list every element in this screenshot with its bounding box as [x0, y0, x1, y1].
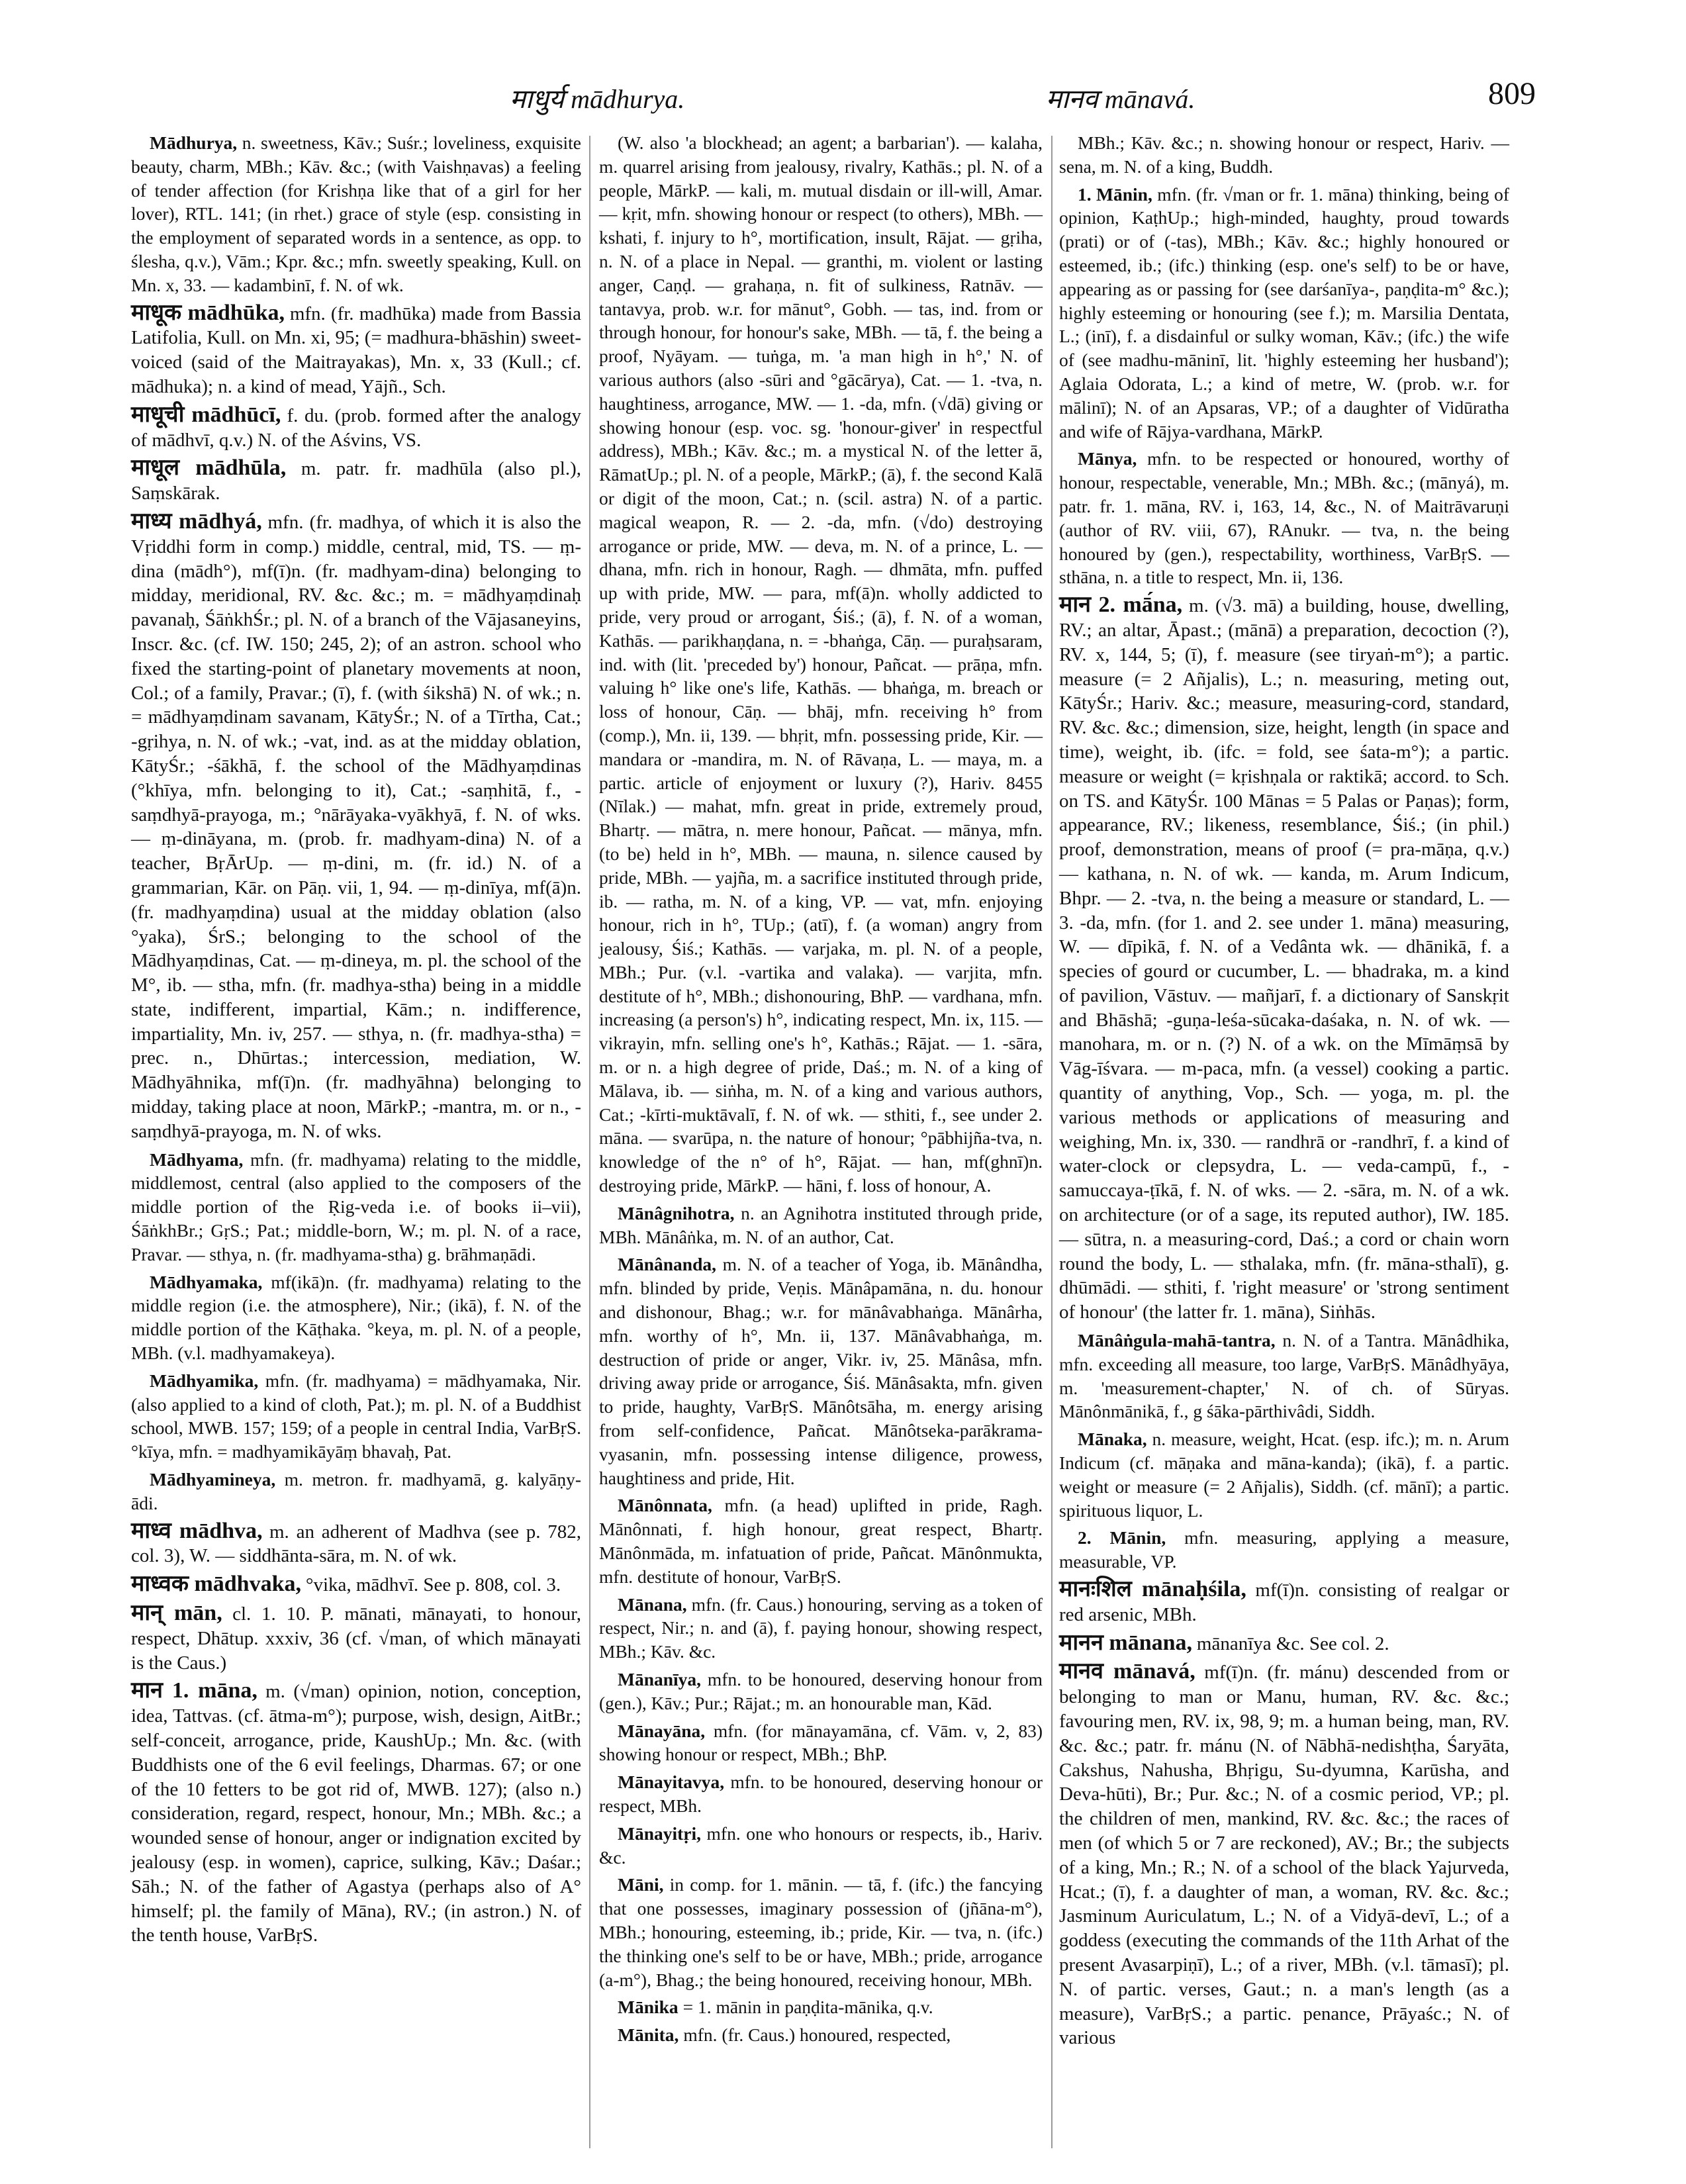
dictionary-entry	[599, 1995, 1043, 2019]
entry-definition: °vika, mādhvī. See p. 808, col. 3.	[305, 1574, 561, 1596]
dictionary-entry	[131, 1270, 581, 1365]
entry-headword: Mānânanda,	[618, 1254, 717, 1275]
dictionary-entry	[1059, 1578, 1509, 1627]
entry-headword: मान् mān,	[131, 1601, 222, 1626]
entry-headword: माध्व mādhva,	[131, 1518, 263, 1543]
entry-definition: m. N. of a teacher of Yoga, ib. Mānândha, mfn. blinded by pride, Veṇis. Mānâpamāna, n. du. honour and dishonour, Bhag.; w.r. for mānâvabhaṅga. Mānârha, mfn. worthy of h°, Mn. ii, 137. Mānâvabhaṅga, m. destruction of pride or anger, Vikr. iv, 25. Mānâsa, mfn. driving away pride or arrogance, Śiś. Mānâsakta, mfn. given to pride, haughty, VarBṛS. Mānôtsāha, m. energy arising from self-confidence, Pañcat. Mānôtseka-parākrama-vyasanin, mfn. possessing intense diligence, prowess, haughtiness and pride, Hit.	[599, 1254, 1043, 1488]
entry-headword: Mānya,	[1078, 448, 1137, 469]
entry-headword: मान 1. māna,	[131, 1678, 258, 1703]
dictionary-entry	[1059, 183, 1509, 444]
entry-definition: in comp. for 1. mānin. — tā, f. (ifc.) the fancying that one possesses, imaginary possession of (jñāna-m°), MBh.; honouring, esteeming, ib.; pride, Kir. — tva, n. (ifc.) the thinking one's self to be or have, MBh.; pride, arrogance (a-m°), Bhag.; the being honoured, receiving honour, MBh.	[599, 1874, 1043, 1990]
entry-headword: Mānanīya,	[618, 1669, 702, 1689]
dictionary-entry	[1059, 1660, 1509, 2050]
dictionary-entry	[599, 1719, 1043, 1767]
entry-headword: Mānaka,	[1078, 1429, 1147, 1450]
dictionary-entry	[131, 131, 581, 297]
entry-headword: Māni,	[618, 1874, 664, 1895]
entry-definition: cl. 1. 10. P. mānati, mānayati, to honour, respect, Dhātup. xxxiv, 36 (cf. √man, of which mānayati is the Caus.)	[131, 1603, 581, 1674]
dictionary-entry	[599, 1873, 1043, 1991]
entry-headword: Mānâṅgula-mahā-tantra,	[1078, 1330, 1276, 1351]
entry-headword: Mānika	[618, 1997, 679, 2018]
entry-headword: Mānônnata,	[618, 1495, 712, 1516]
entry-definition: mf(ikā)n. (fr. madhyama) relating to the middle region (i.e. the atmosphere), Nir.; (ikā), f. N. of the middle portion of the Kāṭhaka. °keya, m. pl. N. of a people, MBh. (v.l. madhyamakeya).	[131, 1271, 582, 1364]
dictionary-entry	[599, 1253, 1043, 1490]
entry-headword: Mānâgnihotra,	[618, 1202, 735, 1223]
entry-definition: n. measure, weight, Hcat. (esp. ifc.); m. n. Arum Indicum (cf. māṇaka and māna-kanda); (ikā), f. a partic. weight or measure (= 2 Añjalis), Siddh. (cf. mānī); a partic. spirituous liquor, L.	[1059, 1429, 1510, 1521]
dictionary-entry	[1059, 1526, 1509, 1574]
dictionary-entry	[599, 2023, 1043, 2047]
entry-headword: Mānayāna,	[618, 1720, 706, 1741]
dictionary-entry	[131, 510, 581, 1144]
entry-headword: 1. Mānin,	[1078, 183, 1152, 205]
entry-headword: मानःशिल mānaḥśila,	[1059, 1577, 1246, 1602]
dictionary-entry	[131, 1601, 581, 1675]
dictionary-entry	[1059, 593, 1509, 1325]
column-divider-right	[1051, 136, 1053, 2148]
entry-headword: Mānayitavya,	[618, 1772, 725, 1793]
entry-headword: Mādhyama,	[150, 1149, 244, 1170]
entry-definition: m. patr. fr. madhūla (also pl.), Saṃskārak.	[131, 458, 581, 504]
dictionary-column-2	[599, 131, 1043, 2051]
entry-definition: MBh.; Kāv. &c.; n. showing honour or respect, Hariv. — sena, m. N. of a king, Buddh.	[1059, 132, 1509, 177]
entry-headword: 2. Mānin,	[1078, 1527, 1166, 1548]
entry-headword: माध्वक mādhvaka,	[131, 1572, 301, 1597]
entry-definition: mfn. (for mānayamāna, cf. Vām. v, 2, 83) showing honour or respect, MBh.; BhP.	[599, 1720, 1043, 1765]
entry-definition: mfn. (fr. madhyama) = mādhyamaka, Nir. (also applied to a kind of cloth, Pat.); m. pl. N. of a Buddhist school, MWB. 157; 159; of a people in central India, VarBṛS. °kīya, mfn. = madhyamikāyāṃ bhavaḥ, Pat.	[131, 1370, 581, 1462]
entry-headword: माधूक mādhūka,	[131, 300, 285, 325]
dictionary-entry	[131, 456, 581, 506]
entry-headword: Mādhyamika,	[150, 1370, 259, 1391]
entry-definition: mfn. to be honoured, deserving honour or respect, MBh.	[599, 1772, 1043, 1816]
running-head-left: माधुर्य mādhurya.	[510, 84, 685, 114]
entry-definition: = 1. mānin in paṇḍita-mānika, q.v.	[682, 1997, 933, 2018]
dictionary-entry	[1059, 131, 1509, 179]
entry-headword: मानन mānana,	[1059, 1630, 1193, 1655]
page-number: 809	[1488, 76, 1536, 111]
dictionary-column-1	[131, 131, 581, 1952]
dictionary-entry	[131, 1468, 581, 1515]
dictionary-entry	[1059, 1631, 1509, 1656]
dictionary-entry	[599, 1822, 1043, 1870]
dictionary-entry	[131, 1572, 581, 1597]
dictionary-entry	[1059, 447, 1509, 589]
entry-definition: m. (√man) opinion, notion, conception, idea, Tattvas. (cf. ātma-m°); purpose, wish, design, AitBr.; self-conceit, arrogance, pride, KaushUp.; Mn. &c. (with Buddhists one of the 6 evil feelings, Dharmas. 67; or one of the 10 fetters to be got rid of, MWB. 127); (also n.) consideration, regard, respect, honour, Mn.; MBh. &c.; a wounded sense of honour, anger or indignation excited by jealousy (esp. in women), caprice, sulking, Kāv.; Daśar.; Sāh.; N. of the father of Agastya (perhaps also of A° himself; pl. the family of Māna), RV.; (in astron.) N. of the tenth house, VarBṛS.	[131, 1681, 581, 1946]
entry-headword: मानव mānavá,	[1059, 1659, 1195, 1684]
dictionary-entry	[131, 1679, 581, 1948]
running-head-center: मानव mānavá.	[1046, 84, 1195, 114]
dictionary-entry	[599, 1202, 1043, 1249]
dictionary-entry	[599, 1668, 1043, 1715]
entry-definition: mānanīya &c. See col. 2.	[1196, 1633, 1389, 1654]
dictionary-entry	[599, 131, 1043, 1198]
entry-headword: माधूल mādhūla,	[131, 455, 287, 481]
entry-headword: Mādhurya,	[150, 132, 238, 153]
entry-definition: n. an Agnihotra instituted through pride, MBh. Mānâṅka, m. N. of an author, Cat.	[599, 1202, 1043, 1247]
dictionary-entry	[1059, 1427, 1509, 1522]
entry-definition: mfn. (fr. Caus.) honouring, serving as a token of respect, Nir.; n. and (ā), f. paying honour, showing respect, MBh.; Kāv. &c.	[599, 1593, 1043, 1662]
dictionary-entry	[131, 1519, 581, 1569]
entry-definition: (W. also 'a blockhead; an agent; a barbarian'). — kalaha, m. quarrel arising from jealousy, rivalry, Kathās.; pl. N. of a people, MārkP. — kali, m. mutual disdain or ill-will, Amar. — kṛit, mfn. showing honour or respect (to others), MBh. — kshati, f. injury to h°, mortification, insult, Rājat. — gṛiha, n. N. of a place in Nepal. — granthi, m. violent or lasting anger, Caṇḍ. — grahaṇa, n. fit of sulkiness, Ratnāv. — tantavya, prob. w.r. for mānut°, Gobh. — tas, ind. from or through honour, for honour's sake, MBh. — tā, f. the being a proof, Nyāyam. — tuṅga, m. 'a man high in h°,' N. of various authors (also -sūri and °gācārya), Cat. — 1. -tva, n. haughtiness, arrogance, MW. — 1. -da, mfn. (√dā) giving or showing honour (esp. voc. sg. 'honour-giver' in respectful address), MBh.; Kāv. &c.; m. a mystical N. of the letter ā, RāmatUp.; pl. N. of a people, MārkP.; (ā), f. the second Kalā or digit of the moon, Cat.; n. (scil. astra) N. of a partic. magical weapon, R. — 2. -da, mfn. (√do) destroying arrogance or pride, MW. — deva, m. N. of a prince, L. — dhana, mfn. rich in honour, Ragh. — dhmāta, mfn. puffed up with pride, MW. — para, mf(ā)n. wholly addicted to pride, very proud or arrogant, Śiś.; (ā), f. N. of a woman, Kathās. — parikhaṇḍana, n. = -bhaṅga, Cāṇ. — puraḥsaram, ind. with (lit. 'preceded by') honour, Pañcat. — prāṇa, mfn. valuing h° like one's life, Kathās. — bhaṅga, m. breach or loss of honour, Cāṇ. — bhāj, mfn. receiving h° from (comp.), Mn. ii, 139. — bhṛit, mfn. possessing pride, Kir. — mandara or -mandira, m. N. of Rāvaṇa, L. — maya, m. a partic. article of enjoyment or luxury (?), Hariv. 8455 (Nīlak.) — mahat, mfn. great in pride, extremely proud, Bhartṛ. — mātra, n. mere honour, Pañcat. — mānya, mfn. (to be) held in h°, MBh. — mauna, n. silence caused by pride, MBh. — yajña, m. a sacrifice instituted through pride, ib. — ratha, m. N. of a king, VP. — vat, mfn. enjoying honour, rich in h°, TUp.; (atī), f. (a woman) angry from jealousy, Śiś.; Kathās. — varjaka, m. pl. N. of a people, MBh.; Pur. (v.l. -vartika and valaka). — varjita, mfn. destitute of h°, MBh.; dishonouring, BhP. — vardhana, mfn. increasing (a person's) h°, indicating respect, Mn. ix, 115. — vikrayin, mfn. selling one's h°, Kathās.; Rājat. — 1. -sāra, m. or n. a high degree of pride, Daś.; m. N. of a king of Mālava, ib. — siṅha, m. N. of a king and various authors, Cat.; -kīrti-muktāvalī, f. N. of wk. — sthiti, f., see under 2. māna. — svarūpa, n. the nature of honour; °pābhijña-tva, n. knowledge of the n° of h°, Rājat. — han, mf(ghnī)n. destroying pride, MārkP. — hāni, f. loss of honour, A.	[599, 132, 1043, 1196]
entry-definition: mfn. (fr. √man or fr. 1. māna) thinking, being of opinion, KaṭhUp.; high-minded, haughty, proud towards (prati) or of (-tas), MBh.; Kāv. &c.; highly honoured or esteemed, ib.; (ifc.) thinking (esp. one's self) to be or have, appearing as or passing for (see darśanīya-, paṇḍita-m° &c.); highly esteeming or honouring (see f.); m. Marsilia Dentata, L.; (inī), f. a disdainful or sulky woman, Kāv.; (ifc.) the wife of (see madhu-māninī, lit. 'highly esteeming her husband'); Aglaia Odorata, L.; a kind of metre, W. (prob. w.r. for mālinī); N. of an Apsaras, VP.; of a daughter of Vidūratha and wife of Rājya-vardhana, MārkP.	[1059, 183, 1509, 442]
entry-definition: mfn. to be honoured, deserving honour from (gen.), Kāv.; Pur.; Rājat.; m. an honourable man, Kād.	[599, 1669, 1043, 1713]
entry-headword: माध्य mādhyá,	[131, 508, 262, 534]
entry-headword: Mādhyamineya,	[150, 1469, 276, 1490]
dictionary-entry	[599, 1593, 1043, 1664]
dictionary-entry	[131, 1148, 581, 1266]
entry-definition: mf(ī)n. consisting of realgar or red arsenic, MBh.	[1059, 1580, 1509, 1625]
entry-headword: Mādhyamaka,	[150, 1271, 263, 1292]
entry-headword: माधूची mādhūcī,	[131, 402, 281, 427]
entry-definition: mfn. to be respected or honoured, worthy of honour, respectable, venerable, Mn.; MBh. &c.; (mānyá), m. patr. fr. 1. māna, RV. i, 163, 14, &c., N. of Maitrāvaruṇi (author of RV. viii, 67), RAnukr. — tva, n. the being honoured by (gen.), respectability, worthiness, VarBṛS. — sthāna, n. a title to respect, Mn. ii, 136.	[1059, 448, 1509, 588]
dictionary-entry	[131, 403, 581, 453]
entry-definition: m. metron. fr. madhyamā, g. kalyāṇy-ādi.	[131, 1469, 581, 1513]
entry-definition: mfn. measuring, applying a measure, measurable, VP.	[1059, 1527, 1510, 1572]
entry-headword: Mānayitṛi,	[618, 1823, 702, 1844]
dictionary-entry	[599, 1770, 1043, 1818]
entry-definition: m. (√3. mā) a building, house, dwelling, RV.; an altar, Āpast.; (mānā) a preparation, decoction (?), RV. x, 144, 5; (ī), f. measure (see tiryaṅ-m°); a partic. measure (= 2 Añjalis), L.; n. measuring, meting out, KātyŚr.; Hariv. &c.; measure, measuring-cord, standard, RV. &c. &c.; dimension, size, height, length (in space and time), weight, ib. (ifc. = fold, see śata-m°); a partic. measure or weight (= kṛishṇala or raktikā; accord. to Sch. on TS. and KātyŚr. 100 Mānas = 5 Palas or Paṇas); form, appearance, RV.; likeness, resemblance, Śiś.; (in phil.) proof, demonstration, means of proof (= pra-māṇa, q.v.) — kathana, n. N. of wk. — kanda, m. Arum Indicum, Bhpr. — 2. -tva, n. the being a measure or standard, L. — 3. -da, mfn. (for 1. and 2. see under 1. māna) measuring, W. — dīpikā, f. N. of a Vedânta wk. — dhānikā, f. a species of gourd or cucumber, L. — bhadraka, m. a kind of pavilion, Vāstuv. — mañjarī, f. a dictionary of Sanskṛit and Bhāshā; -guṇa-leśa-sūcaka-daśaka, n. N. of wk. — manohara, m. or n. (?) N. of a wk. on the Mīmāṃsā by Vāg-īśvara. — m-paca, mfn. (a vessel) cooking a partic. quantity of anything, Vop., Sch. — yoga, m. pl. the various methods or applications of measuring and weighing, Mn. ix, 330. — randhrā or -randhrī, f. a kind of water-clock or clepsydra, L. — veda-campū, f., -samuccaya-ṭīkā, f. N. of wks. — 2. -sāra, m. N. of a wk. on architecture (or of a sage, its reputed author), IW. 185. — sūtra, n. a measuring-cord, Daś.; a cord or chain worn round the body, L. — sthalaka, mfn. (fr. māna-sthalī), g. dhūmādi. — sthiti, f. 'right measure' or 'strong sentiment of honour' (the latter fr. 1. māna), Siṅhās.	[1059, 595, 1509, 1323]
column-divider-left	[589, 136, 590, 2148]
entry-definition: m. an adherent of Madhva (see p. 782, col. 3), W. — siddhānta-sāra, m. N. of wk.	[131, 1521, 581, 1567]
entry-definition: n. N. of a Tantra. Mānâdhika, mfn. exceeding all measure, too large, VarBṛS. Mānâdhyāya, m. 'measurement-chapter,' N. of ch. of Sūryas. Mānônmānikā, f., g śāka-pārthivâdi, Siddh.	[1059, 1330, 1509, 1422]
dictionary-column-3	[1059, 131, 1509, 2054]
entry-definition: mf(ī)n. (fr. mánu) descended from or belonging to man or Manu, human, RV. &c. &c.; favouring men, RV. ix, 98, 9; m. a human being, man, RV. &c. &c.; patr. fr. mánu (N. of Nābhā-nedishṭha, Śaryāta, Cakshus, Nahusha, Bhṛigu, Su-dyumna, Karūsha, and Deva-hūti), Br.; Pur. &c.; N. of a cosmic period, VP.; pl. the children of men, mankind, RV. &c. &c.; the races of men (of which 5 or 7 are reckoned), AV.; Br.; the subjects of a king, Mn.; R.; N. of a school of the black Yajurveda, Hcat.; (ī), f. a daughter of man, a woman, RV. &c. &c.; Jasminum Auriculatum, L.; N. of a Vidyā-devī, L.; of a goddess (executing the commands of the 11th Arhat of the present Avasarpiṇī), L.; of a river, MBh. (v.l. tāmasī); pl. N. of partic. verses, Gaut.; n. a man's length (as a measure), VarBṛS.; a partic. penance, Prāyaśc.; N. of various	[1059, 1662, 1509, 2049]
dictionary-entry	[131, 1369, 581, 1464]
entry-definition: mfn. (fr. madhya, of which it is also the Vṛiddhi form in comp.) middle, central, mid, TS. — ṃ-dina (mādh°), mf(ī)n. (fr. madhyam-dina) belonging to midday, meridional, RV. &c. &c.; m. = mādhyaṃdinaḥ pavanaḥ, ŚāṅkhŚr.; pl. N. of a branch of the Vājasaneyins, Inscr. &c. (cf. IW. 150; 245, 2); of an astron. school who fixed the starting-point of planetary movements at noon, Col.; of a family, Pravar.; (ī), f. (with śikshā) N. of wk.; n. = mādhyaṃdinam savanam, KātyŚr.; N. of a Tīrtha, Cat.; -gṛihya, n. N. of wk.; -vat, ind. as at the midday oblation, KātyŚr.; -śākhā, f. the school of the Mādhyaṃdinas (°khīya, mfn. belonging to it), Cat.; -saṃhitā, f., -saṃdhyā-prayoga, m.; °nārāyaka-vyākhyā, f. N. of wks. — ṃ-dināyana, m. (prob. fr. madhyam-dina) N. of a teacher, BṛĀrUp. — ṃ-dini, m. (fr. id.) N. of a grammarian, Kār. on Pāṇ. vii, 1, 94. — ṃ-dinīya, mf(ā)n. (fr. madhyaṃdina) usual at the midday oblation (also °yaka), ŚrS.; belonging to the school of the Mādhyaṃdinas, Cat. — ṃ-dineya, m. pl. the school of the M°, ib. — stha, mfn. (fr. madhya-stha) being in a middle state, indifferent, impartial, Kām.; n. indifference, impartiality, Mn. iv, 257. — sthya, n. (fr. madhya-stha) = prec. n., Dhūrtas.; intercession, mediation, W. Mādhyāhnika, mf(ī)n. (fr. madhyāhna) belonging to midday, taking place at noon, MārkP.; -mantra, m. or n., -saṃdhyā-prayoga, m. N. of wks.	[131, 511, 581, 1142]
entry-headword: मान 2. mā́na,	[1059, 593, 1183, 618]
entry-definition: mfn. one who honours or respects, ib., Hariv. &c.	[599, 1823, 1043, 1868]
entry-definition: f. du. (prob. formed after the analogy of mādhvī, q.v.) N. of the Aśvins, VS.	[131, 404, 582, 451]
dictionary-entry	[599, 1494, 1043, 1588]
entry-definition: mfn. (fr. Caus.) honoured, respected,	[683, 2024, 951, 2046]
entry-definition: mfn. (fr. madhūka) made from Bassia Latifolia, Kull. on Mn. xi, 95; (= madhura-bhāshin) sweet-voiced (said of the Maitrayakas), Mn. x, 33 (Kull.; cf. mādhuka); n. a kind of mead, Yājñ., Sch.	[131, 303, 582, 397]
entry-headword: Mānita,	[618, 2024, 679, 2046]
entry-definition: n. sweetness, Kāv.; Suśr.; loveliness, exquisite beauty, charm, MBh.; Kāv. &c.; (with Vaishṇavas) a feeling of tender affection (for Krishṇa like that of a girl for her lover), RTL. 141; (in rhet.) grace of style (esp. consisting in the employment of separated words in a sentence, as opp. to ślesha, q.v.), Vām.; Kpr. &c.; mfn. sweetly speaking, Kull. on Mn. x, 33. — kadambinī, f. N. of wk.	[131, 132, 581, 295]
entry-headword: Mānana,	[618, 1593, 687, 1615]
entry-definition: mfn. (a head) uplifted in pride, Ragh. Mānônnati, f. high honour, great respect, Bhartṛ. Mānônmāda, m. infatuation of pride, Pañcat. Mānônmukta, mfn. destitute of honour, VarBṛS.	[599, 1495, 1043, 1587]
dictionary-entry	[131, 301, 581, 399]
page-header	[106, 76, 1536, 126]
entry-definition: mfn. (fr. madhyama) relating to the middle, middlemost, central (also applied to the composers of the middle portion of the Ṛig-veda i.e. of books ii–vii), ŚāṅkhBr.; GṛS.; Pat.; middle-born, W.; m. pl. N. of a race, Pravar. — sthya, n. (fr. madhyama-stha) g. brāhmaṇādi.	[131, 1149, 582, 1264]
dictionary-entry	[1059, 1329, 1509, 1423]
